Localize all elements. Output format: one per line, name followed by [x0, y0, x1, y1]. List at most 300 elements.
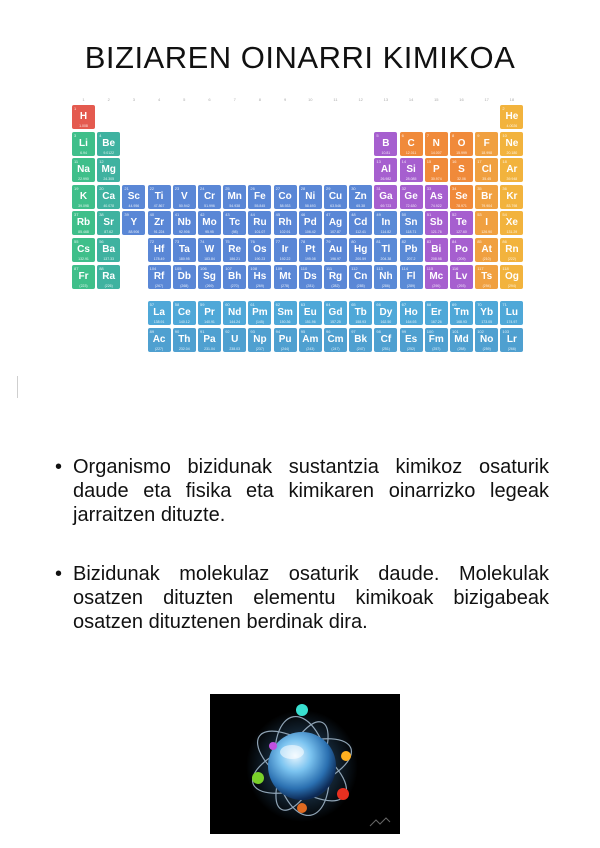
- atom-model-image: [210, 694, 400, 834]
- atomic-number: 33: [426, 185, 432, 191]
- element-symbol: He: [505, 111, 519, 122]
- element-cell-la: [148, 301, 171, 325]
- element-symbol: Ta: [178, 244, 190, 255]
- atomic-mass: 168.93: [456, 320, 467, 325]
- atomic-mass: 72.630: [405, 203, 417, 208]
- element-symbol: Fe: [254, 190, 266, 202]
- element-cell-rg: [324, 265, 347, 289]
- element-symbol: Bh: [228, 270, 242, 282]
- atomic-number: 75: [225, 239, 230, 244]
- atomic-number: 109: [275, 265, 283, 271]
- element-cell-ag: [324, 211, 347, 235]
- element-symbol: Ce: [177, 307, 191, 319]
- element-symbol: Mo: [202, 217, 217, 229]
- atomic-number: 68: [426, 302, 432, 308]
- element-cell-pr: [198, 301, 221, 325]
- group-number: 3: [132, 97, 135, 102]
- atomic-mass: 87.62: [104, 230, 114, 235]
- atomic-mass: (247): [356, 346, 365, 351]
- atomic-mass: 15.999: [456, 150, 467, 155]
- atomic-mass: 114.82: [380, 230, 392, 235]
- group-number: 14: [408, 97, 414, 102]
- atomic-mass: (285): [356, 283, 365, 288]
- atomic-mass: 167.26: [430, 320, 442, 325]
- element-cell-th: [173, 328, 196, 352]
- atomic-number: 1: [74, 106, 77, 111]
- atomic-mass: 85.468: [78, 230, 89, 235]
- element-cell-at: [475, 238, 498, 262]
- element-symbol: Sg: [203, 270, 216, 282]
- atomic-number: 34: [452, 185, 457, 191]
- element-cell-sn: [400, 211, 423, 235]
- element-cell-pu: [274, 328, 297, 352]
- atomic-number: 19: [74, 185, 79, 191]
- atomic-mass: (286): [381, 283, 390, 288]
- element-symbol: Tb: [354, 307, 367, 319]
- element-symbol: Sn: [404, 217, 418, 229]
- element-cell-fm: [425, 328, 448, 352]
- element-cell-o: [450, 132, 473, 156]
- atomic-mass: 40.078: [103, 203, 115, 208]
- element-cell-tl: [374, 238, 397, 262]
- atomic-number: 82: [401, 239, 407, 244]
- element-symbol: N: [432, 137, 440, 149]
- atomic-mass: 157.25: [330, 320, 341, 325]
- element-symbol: Sr: [103, 217, 114, 229]
- atomic-number: 15: [426, 159, 432, 165]
- element-cell-na: [72, 158, 95, 182]
- atomic-number: 9: [477, 132, 480, 138]
- element-symbol: At: [481, 244, 492, 255]
- atomic-mass: 137.33: [103, 257, 115, 261]
- atomic-number: 22: [149, 185, 155, 191]
- group-number: 6: [208, 97, 211, 102]
- atomic-mass: 232.04: [178, 346, 190, 351]
- element-symbol: Th: [178, 333, 191, 345]
- atomic-number: 59: [200, 302, 205, 308]
- atomic-number: 100: [426, 328, 434, 334]
- atomic-mass: 39.948: [506, 177, 518, 182]
- atomic-number: 111: [326, 265, 333, 271]
- atomic-mass: 186.21: [229, 257, 241, 261]
- atomic-mass: 55.845: [254, 203, 266, 208]
- atomic-mass: (281): [306, 283, 315, 288]
- atomic-number: 42: [200, 212, 205, 218]
- element-cell-ds: [299, 265, 322, 289]
- atomic-number: 51: [426, 212, 432, 218]
- atomic-number: 90: [174, 328, 180, 334]
- atomic-number: 81: [376, 239, 381, 244]
- atomic-mass: 131.29: [506, 230, 518, 235]
- element-cell-cu: [324, 185, 347, 209]
- element-symbol: Cr: [203, 190, 216, 202]
- element-cell-db: [173, 265, 196, 289]
- atomic-number: 67: [401, 302, 407, 308]
- element-symbol: Al: [380, 164, 391, 176]
- atomic-mass: 32.06: [457, 177, 466, 182]
- atomic-number: 64: [326, 302, 331, 308]
- atomic-number: 80: [351, 239, 356, 244]
- atomic-mass: 65.38: [356, 203, 366, 208]
- atomic-number: 60: [225, 302, 230, 308]
- element-cell-hg: [349, 238, 372, 262]
- element-symbol: Bi: [431, 244, 442, 255]
- element-symbol: Kr: [506, 190, 518, 202]
- atomic-number: 25: [225, 185, 230, 191]
- atomic-mass: (293): [457, 283, 466, 288]
- atomic-number: 27: [275, 185, 281, 191]
- group-number: 8: [258, 97, 261, 102]
- atomic-mass: 35.45: [482, 177, 492, 182]
- element-cell-ra: [97, 265, 120, 289]
- atomic-mass: 95.95: [205, 230, 214, 235]
- atomic-mass: 192.22: [279, 257, 291, 261]
- element-symbol: Rb: [76, 217, 91, 229]
- element-symbol: Rf: [153, 270, 165, 282]
- atomic-mass: 9.0122: [103, 150, 115, 155]
- atomic-number: 21: [124, 185, 129, 191]
- element-symbol: Ti: [154, 190, 164, 202]
- element-symbol: Tc: [229, 217, 241, 229]
- atomic-mass: 83.798: [506, 203, 518, 208]
- atomic-number: 41: [174, 212, 180, 218]
- atomic-mass: 126.90: [481, 230, 493, 235]
- element-symbol: Mn: [227, 190, 242, 202]
- element-cell-li: [72, 132, 95, 156]
- element-symbol: Te: [456, 217, 467, 229]
- atomic-number: 37: [74, 212, 79, 218]
- element-symbol: Nd: [228, 307, 242, 319]
- element-cell-u: [223, 328, 246, 352]
- element-symbol: Fm: [428, 333, 444, 345]
- atomic-number: 78: [300, 239, 306, 244]
- element-cell-nd: [223, 301, 246, 325]
- atomic-mass: (289): [407, 283, 416, 288]
- bullet-marker: •: [55, 456, 63, 478]
- atomic-mass: (269): [255, 283, 264, 288]
- element-cell-se: [450, 185, 473, 209]
- atomic-mass: (209): [457, 257, 466, 261]
- element-symbol: Ne: [505, 137, 519, 149]
- atomic-number: 83: [426, 239, 432, 244]
- atomic-number: 56: [99, 239, 104, 244]
- element-symbol: Lu: [505, 307, 518, 319]
- element-cell-ac: [148, 328, 171, 352]
- element-symbol: Rg: [328, 270, 343, 282]
- element-symbol: As: [429, 190, 443, 202]
- element-symbol: U: [231, 333, 239, 345]
- atomic-mass: 118.71: [405, 230, 417, 235]
- element-cell-pm: [248, 301, 271, 325]
- element-cell-ru: [248, 211, 271, 235]
- element-cell-al: [374, 158, 397, 182]
- atomic-number: 57: [149, 302, 155, 308]
- atomic-mass: 195.08: [304, 257, 316, 261]
- element-cell-ar: [500, 158, 523, 182]
- atomic-number: 36: [502, 185, 507, 191]
- atomic-mass: (269): [205, 283, 214, 288]
- element-cell-ce: [173, 301, 196, 325]
- atomic-mass: 44.956: [128, 203, 140, 208]
- element-cell-mn: [223, 185, 246, 209]
- atomic-number: 71: [502, 302, 507, 308]
- element-symbol: Xe: [505, 217, 518, 229]
- element-symbol: Br: [481, 190, 493, 202]
- atomic-mass: 178.49: [153, 257, 165, 261]
- atomic-number: 114: [401, 265, 408, 271]
- element-symbol: Hs: [253, 270, 267, 282]
- element-cell-sr: [97, 211, 120, 235]
- atomic-number: 45: [275, 212, 281, 218]
- element-cell-mo: [198, 211, 221, 235]
- atomic-mass: 150.36: [279, 320, 291, 325]
- element-cell-te: [450, 211, 473, 235]
- element-symbol: La: [153, 307, 165, 319]
- element-symbol: Cf: [380, 333, 392, 345]
- group-number: 13: [383, 97, 389, 102]
- atomic-number: 43: [225, 212, 230, 218]
- atomic-mass: 54.938: [229, 203, 241, 208]
- element-symbol: Be: [102, 137, 116, 149]
- element-cell-cs: [72, 238, 95, 262]
- element-symbol: Pd: [303, 217, 317, 229]
- element-cell-cm: [324, 328, 347, 352]
- atomic-number: 63: [300, 302, 306, 308]
- atomic-number: 85: [477, 239, 482, 244]
- atomic-number: 103: [502, 328, 510, 334]
- element-symbol: Cm: [327, 333, 344, 345]
- element-cell-tm: [450, 301, 473, 325]
- element-symbol: Og: [504, 270, 519, 282]
- element-cell-bk: [349, 328, 372, 352]
- element-symbol: F: [483, 137, 490, 149]
- element-cell-rf: [148, 265, 171, 289]
- group-number: 17: [484, 97, 489, 102]
- atomic-mass: 88.906: [128, 230, 140, 235]
- element-cell-as: [425, 185, 448, 209]
- atomic-number: 105: [174, 265, 182, 271]
- atomic-mass: 58.693: [304, 203, 316, 208]
- group-number: 16: [459, 97, 464, 102]
- element-cell-np: [248, 328, 271, 352]
- element-symbol: W: [204, 244, 215, 255]
- element-symbol: Pu: [278, 333, 292, 345]
- atomic-number: 77: [275, 239, 281, 244]
- element-symbol: Re: [228, 244, 242, 255]
- atomic-number: 99: [401, 328, 407, 334]
- atomic-number: 8: [452, 132, 455, 138]
- atomic-number: 95: [300, 328, 306, 334]
- atomic-number: 3: [74, 132, 77, 138]
- atom-model-icon: [210, 694, 400, 834]
- element-symbol: Se: [455, 190, 468, 202]
- atomic-number: 72: [149, 239, 155, 244]
- element-cell-pb: [400, 238, 423, 262]
- atomic-mass: (243): [306, 346, 315, 351]
- element-cell-kr: [500, 185, 523, 209]
- atomic-number: 116: [452, 265, 459, 271]
- element-cell-ga: [374, 185, 397, 209]
- group-number: 5: [183, 97, 186, 102]
- atomic-mass: 30.974: [430, 177, 442, 182]
- atomic-number: 14: [401, 159, 407, 165]
- atomic-number: 84: [452, 239, 457, 244]
- atomic-mass: (227): [155, 346, 164, 351]
- atomic-number: 108: [250, 265, 258, 271]
- element-symbol: Lv: [455, 270, 468, 282]
- element-cell-v: [173, 185, 196, 209]
- atomic-mass: 69.723: [380, 203, 392, 208]
- element-cell-cr: [198, 185, 221, 209]
- atomic-number: 69: [452, 302, 457, 308]
- atomic-mass: (258): [457, 346, 466, 351]
- atomic-mass: 138.91: [153, 320, 165, 325]
- group-number: 11: [333, 97, 338, 102]
- atomic-mass: (251): [381, 346, 390, 351]
- atomic-mass: 164.93: [405, 320, 417, 325]
- atomic-mass: (223): [79, 283, 88, 288]
- atomic-mass: 74.922: [430, 203, 442, 208]
- element-symbol: Nb: [177, 217, 191, 229]
- atomic-number: 76: [250, 239, 255, 244]
- element-symbol: Cn: [354, 270, 368, 282]
- group-number: 9: [283, 97, 287, 102]
- element-symbol: Db: [177, 270, 191, 282]
- atomic-mass: (282): [331, 283, 340, 288]
- margin-line: [17, 376, 18, 398]
- element-cell-md: [450, 328, 473, 352]
- element-symbol: Mc: [429, 270, 444, 282]
- atomic-number: 32: [401, 185, 407, 191]
- atomic-mass: 101.07: [254, 230, 266, 235]
- element-symbol: Ru: [253, 217, 267, 229]
- atomic-number: 74: [200, 239, 205, 244]
- element-cell-nh: [374, 265, 397, 289]
- element-cell-pa: [198, 328, 221, 352]
- element-cell-n: [425, 132, 448, 156]
- element-symbol: V: [180, 190, 188, 202]
- element-symbol: Mg: [101, 164, 116, 176]
- group-number: 7: [233, 97, 236, 102]
- element-symbol: Na: [77, 164, 90, 176]
- atomic-mass: 207.2: [406, 257, 416, 261]
- element-symbol: Nh: [379, 270, 393, 282]
- element-symbol: Bk: [354, 333, 368, 345]
- element-cell-sg: [198, 265, 221, 289]
- atomic-number: 24: [200, 185, 205, 191]
- atomic-mass: (257): [432, 346, 441, 351]
- element-cell-hf: [148, 238, 171, 262]
- bullet-item: [55, 455, 549, 527]
- atomic-number: 110: [300, 265, 308, 271]
- atomic-number: 88: [99, 265, 104, 271]
- atomic-mass: (290): [432, 283, 441, 288]
- element-symbol: Tl: [381, 244, 391, 255]
- element-cell-ca: [97, 185, 120, 209]
- element-cell-h: [72, 105, 95, 129]
- element-cell-cn: [349, 265, 372, 289]
- atomic-number: 2: [502, 106, 505, 111]
- atomic-mass: 140.12: [178, 320, 190, 325]
- atomic-number: 58: [174, 302, 180, 308]
- atomic-number: 50: [401, 212, 407, 218]
- atomic-mass: 20.180: [506, 150, 518, 155]
- atomic-mass: 24.305: [103, 177, 115, 182]
- atomic-mass: 174.97: [506, 320, 518, 325]
- atomic-number: 66: [376, 302, 381, 308]
- periodic-table-image: [68, 97, 532, 383]
- atomic-number: 102: [477, 328, 484, 334]
- atomic-mass: (244): [281, 346, 290, 351]
- element-symbol: Dy: [379, 307, 393, 319]
- element-symbol: Ge: [404, 190, 418, 202]
- atomic-mass: 112.41: [355, 230, 366, 235]
- atomic-mass: 204.38: [380, 257, 392, 261]
- atomic-mass: 180.95: [178, 257, 190, 261]
- atomic-number: 91: [200, 328, 205, 334]
- element-symbol: Ar: [506, 164, 518, 176]
- element-cell-ho: [400, 301, 423, 325]
- group-number: 1: [82, 97, 85, 102]
- atomic-number: 55: [74, 239, 79, 244]
- atomic-number: 62: [275, 302, 281, 308]
- element-cell-ti: [148, 185, 171, 209]
- element-cell-hs: [248, 265, 271, 289]
- atomic-number: 26: [250, 185, 255, 191]
- element-cell-sc: [122, 185, 145, 209]
- atomic-number: 118: [502, 265, 509, 271]
- element-symbol: In: [381, 217, 391, 229]
- atomic-mass: 121.76: [430, 230, 442, 235]
- element-symbol: I: [485, 217, 489, 229]
- atomic-number: 93: [250, 328, 255, 334]
- atomic-mass: 196.97: [330, 257, 341, 261]
- element-symbol: Cu: [328, 190, 343, 202]
- element-symbol: Ac: [152, 333, 166, 345]
- atomic-mass: (145): [255, 320, 264, 325]
- atomic-number: 7: [426, 132, 430, 138]
- element-cell-bh: [223, 265, 246, 289]
- element-symbol: Ca: [102, 190, 116, 202]
- page-title: BIZIAREN OINARRI KIMIKOA: [84, 40, 516, 75]
- element-symbol: Gd: [328, 307, 343, 319]
- atomic-mass: 1.008: [79, 124, 88, 128]
- element-symbol: Li: [79, 137, 88, 149]
- element-cell-k: [72, 185, 95, 209]
- atomic-mass: 106.42: [304, 230, 316, 235]
- atomic-number: 31: [376, 185, 381, 191]
- atomic-mass: 28.085: [405, 177, 417, 182]
- atomic-mass: 4.0026: [506, 124, 518, 128]
- element-symbol: Hf: [153, 244, 165, 255]
- element-symbol: Yb: [480, 307, 494, 319]
- element-cell-ne: [500, 132, 523, 156]
- element-symbol: Po: [455, 244, 468, 255]
- element-cell-xe: [500, 211, 523, 235]
- atomic-mass: (268): [180, 283, 189, 288]
- atomic-number: 117: [477, 265, 484, 271]
- element-cell-am: [299, 328, 322, 352]
- atomic-mass: 18.998: [481, 150, 493, 155]
- element-cell-tb: [349, 301, 372, 325]
- element-cell-pt: [299, 238, 322, 262]
- atomic-number: 112: [351, 265, 358, 271]
- atomic-mass: 200.59: [355, 257, 367, 261]
- element-symbol: Hg: [354, 244, 368, 255]
- atomic-number: 28: [300, 185, 306, 191]
- element-symbol: Sm: [277, 307, 293, 319]
- atomic-number: 96: [326, 328, 331, 334]
